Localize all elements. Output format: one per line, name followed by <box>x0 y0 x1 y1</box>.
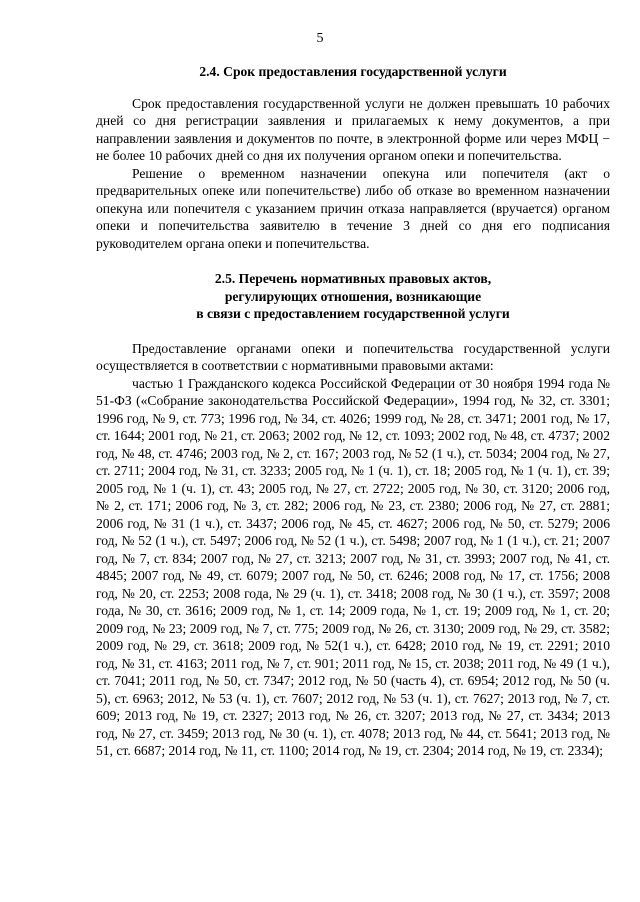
page-number: 5 <box>316 31 324 46</box>
section-2-5-title-line-2: регулирующих отношения, возникающие <box>224 288 482 304</box>
section-2-5-paragraph-1: Предоставление органами опеки и попечительства государственной услуги осуществляется в соответствии с нормативными правовыми актами: <box>96 340 610 373</box>
section-2-4-title: 2.4. Срок предоставления государственной услуги <box>199 64 507 79</box>
section-2-5-paragraph-2: частью 1 Гражданского кодекса Российской Федерации от 30 ноября 1994 года № 51-ФЗ («Собрание законодательства Российской Федерации», 1994 год, № 32, ст. 3301; 1996 год, № 9, ст. 773; 1996 год, № 34, ст. 4026; 1999 год, № 28, ст. 3471; 2001 год, № 17, ст. 1644; 2001 год, № 21, ст. 2063; 2002 год, № 12, ст. 1093; 2002 год, № 48, ст. 4737; 2002 год, № 48, ст. 4746; 2003 год, № 2, ст. 167; 2003 год, № 52 (1 ч.), ст. 5034; 2004 год, № 27, ст. 2711; 2004 год, № 31, ст. 3233; 2005 год, № 1 (ч. 1), ст. 18; 2005 год, № 1 (ч. 1), ст. 39; 2005 год, № 1 (ч. 1), ст. 43; 2005 год, № 27, ст. 2722; 2005 год, № 30, ст. 3120; 2006 год, № 2, ст. 171; 2006 год, № 3, ст. 282; 2006 год, № 23, ст. 2380; 2006 год, № 27, ст. 2881; 2006 год, № 31 (1 ч.), ст. 3437; 2006 год, № 45, ст. 4627; 2006 год, № 50, ст. 5279; 2006 год, № 52 (1 ч.), ст. 5497; 2006 год, № 52 (1 ч.), ст. 5498; 2007 год, № 1 (1 ч.), ст. 21; 2007 год, № 7, ст. 834; 2007 год, № 27, ст. 3213; 2007 год, № 31, ст. 3993; 2007 год, № 41, ст. 4845; 2007 год, № 49, ст. 6079; 2007 год, № 50, ст. 6246; 2008 год, № 17, ст. 1756; 2008 год, № 20, ст. 2253; 2008 года, № 29 (ч. 1), ст. 3418; 2008 год, № 30 (1 ч.), ст. 3597; 2008 года, № 30, ст. 3616; 2009 год, № 1, ст. 14; 2009 года, № 1, ст. 19; 2009 год, № 1, ст. 20; 2009 год, № 23; 2009 год, № 7, ст. 775; 2009 год, № 26, ст. 3130; 2009 год, № 29, ст. 3582; 2009 год, № 29, ст. 3618; 2009 год, № 52(1 ч.), ст. 6428; 2010 год, № 19, ст. 2291; 2010 год, № 31, ст. 4163; 2011 год, № 7, ст. 901; 2011 год, № 15, ст. 2038; 2011 год, № 49 (1 ч.), ст. 7041; 2011 год, № 50, ст. 7347; 2012 год, № 50 (часть 4), ст. 6954; 2012 год, № 50 (ч. 5), ст. 6963; 2012, № 53 (ч. 1), ст. 7607; 2012 год, № 53 (ч. 1), ст. 7627; 2013 год, № 7, ст. 609; 2013 год, № 19, ст. 2327; 2013 год, № 26, ст. 3207; 2013 год, № 27, ст. 3434; 2013 год, № 27, ст. 3459; 2013 год, № 30 (ч. 1), ст. 4078; 2013 год, № 44, ст. 5641; 2013 год, № 51, ст. 6687; 2014 год, № 11, ст. 1100; 2014 год, № 19, ст. 2304; 2014 год, № 19, ст. 2334); <box>96 375 610 758</box>
section-2-5-title-line-1: 2.5. Перечень нормативных правовых актов, <box>214 271 492 286</box>
section-2-5-title <box>96 270 610 323</box>
section-2-4-paragraph-1: Срок предоставления государственной услуги не должен превышать 10 рабочих дней со дня регистрации заявления и прилагаемых к нему документов, а при направлении заявления и документов по почте, в электронной форме или через МФЦ − не более 10 рабочих дней со дня их получения органом опеки и попечительства. <box>96 95 610 163</box>
document-body <box>96 63 610 760</box>
section-2-5-title-line-3: в связи с предоставлением государственной услуги <box>196 306 510 321</box>
section-2-4-paragraph-2: Решение о временном назначении опекуна или попечителя (акт о предварительных опеке или попечительстве) либо об отказе во временном назначении опекуна или попечителя с указанием причин отказа направляется (вручается) органом опеки и попечительства заявителю в течение 3 дней со дня его подписания руководителем органа опеки и попечительства. <box>96 165 610 251</box>
